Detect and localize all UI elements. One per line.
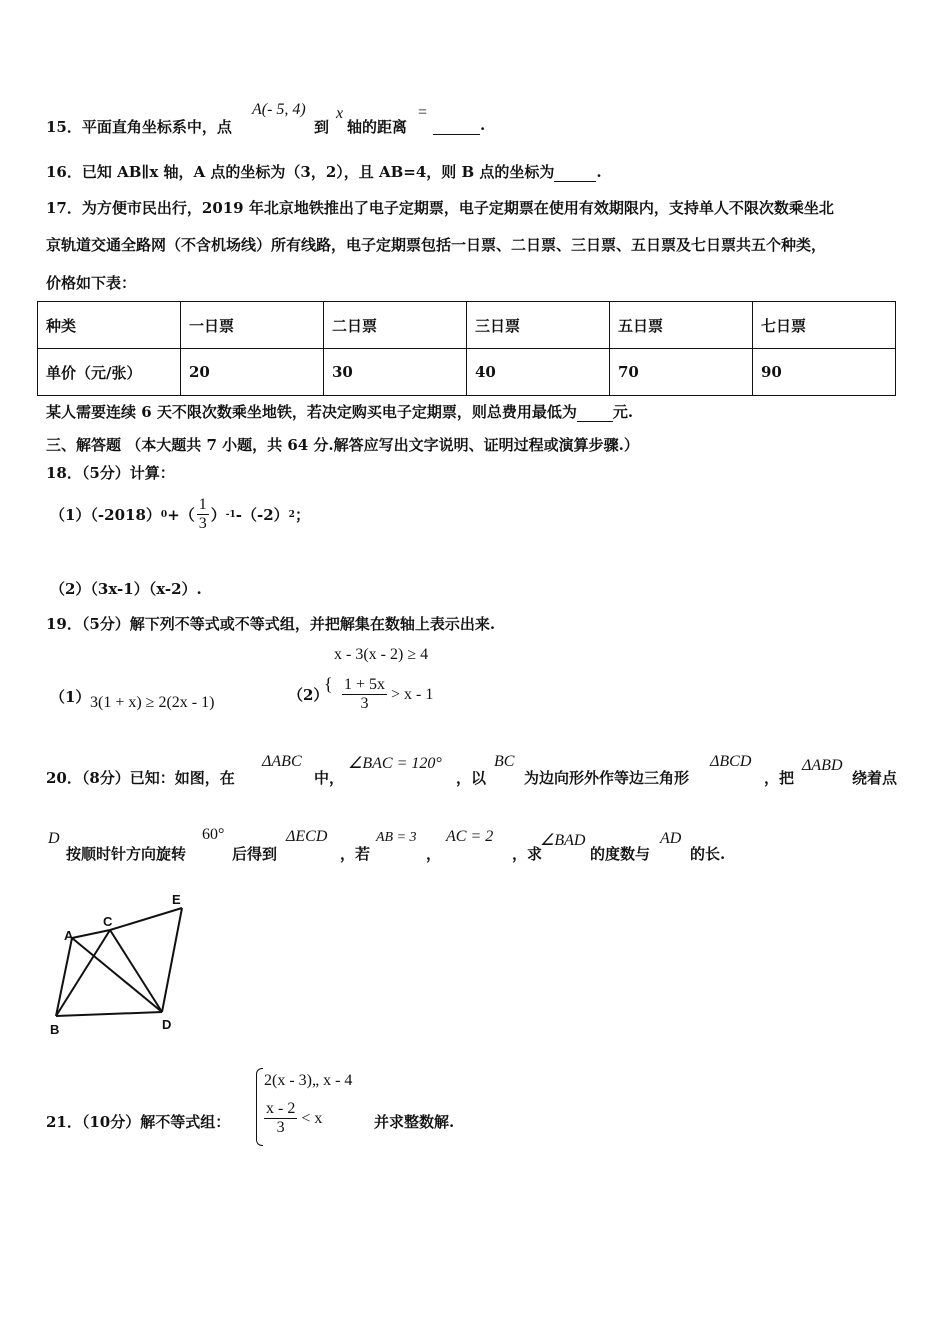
- q18-part1: [50, 496, 310, 533]
- q15-period: .: [480, 116, 486, 134]
- table-cell: 单价（元/张）: [38, 349, 181, 396]
- q20-title: 20．（8分）已知：如图，在: [46, 769, 235, 787]
- table-cell: 70: [610, 349, 753, 396]
- q18-part2: （2）（3x-1）（x-2）.: [50, 580, 202, 598]
- q21-tail: 并求整数解.: [374, 1113, 455, 1131]
- q17-after-unit: 元.: [612, 403, 634, 421]
- q20-ac-value: AC = 2: [446, 828, 494, 845]
- q21-system-rhs: < x: [301, 1109, 323, 1127]
- q20-t1: 中，: [314, 769, 345, 787]
- q19-system-line-1: x - 3(x - 2) ≥ 4: [334, 646, 429, 663]
- q16-number: 16．: [46, 163, 82, 181]
- q18-fraction: [197, 496, 209, 533]
- q20-t5: 绕着点: [852, 769, 898, 787]
- q20-triangle-ecd: ΔECD: [286, 828, 328, 845]
- q20-t11: 的度数与: [590, 845, 651, 863]
- q20-t4: ，把: [764, 769, 795, 787]
- q21-brace: [256, 1068, 263, 1146]
- table-cell: 二日票: [324, 302, 467, 349]
- q17-text-1: 为方便市民出行，2019 年北京地铁推出了电子定期票，电子定期票在使用有效期限内，支持单人不限次数乘坐北: [81, 199, 834, 217]
- fraction-numerator: 1 + 5x: [344, 676, 386, 693]
- q16-line: [46, 161, 602, 182]
- fraction-numerator: 1: [198, 496, 207, 513]
- q20-t9: ，: [426, 845, 442, 863]
- q18-title: 18．（5分）计算：: [46, 464, 175, 482]
- q20-point-d: D: [48, 830, 60, 847]
- segment-ce: [110, 908, 182, 930]
- label-a: A: [64, 928, 74, 943]
- q16-text: 已知 AB∥x 轴，A 点的坐标为（3，2），且 AB=4，则 B 点的坐标为: [81, 163, 555, 181]
- q20-t7: 后得到: [232, 845, 278, 863]
- q19-system-rhs: > x - 1: [391, 685, 434, 703]
- q18-exp-2: 2: [288, 509, 295, 520]
- q18-p1-e: ；: [294, 506, 310, 524]
- label-d: D: [162, 1017, 172, 1032]
- fraction-numerator: x - 2: [266, 1100, 296, 1117]
- q19-label-2: （2）: [288, 686, 329, 704]
- q15-axis: x: [336, 105, 344, 122]
- q20-geometry-figure: [40, 888, 200, 1040]
- q17-after-line: [46, 401, 633, 422]
- q18-exp-neg1: -1: [225, 509, 236, 520]
- q19-brace: {: [324, 674, 333, 694]
- q18-p1-a: （1）（-2018）: [50, 506, 161, 524]
- q20-bc: BC: [494, 753, 515, 770]
- section-3-heading: 三、解答题 （本大题共 7 小题，共 64 分.解答应写出文字说明、证明过程或演算步骤.）: [46, 436, 639, 454]
- table-cell: 五日票: [610, 302, 753, 349]
- q20-triangle-abd: ΔABD: [802, 757, 843, 774]
- q18-exp-0: 0: [160, 509, 168, 520]
- q17-after-text: 某人需要连续 6 天不限次数乘坐地铁，若决定购买电子定期票，则总费用最低为: [46, 403, 577, 421]
- table-header-row: [38, 302, 896, 349]
- table-cell: 40: [467, 349, 610, 396]
- segment-bd: [56, 1012, 162, 1016]
- q15-point-formula: A(- 5, 4): [252, 101, 306, 118]
- q20-angle-bad: ∠BAD: [540, 832, 586, 849]
- fraction-denominator: 3: [342, 694, 387, 713]
- table-cell: 90: [753, 349, 896, 396]
- label-e: E: [172, 892, 181, 907]
- q21-system-line-2: [264, 1100, 322, 1137]
- q15-text-a: 平面直角坐标系中，点: [81, 118, 232, 136]
- q19-inequality-1: 3(1 + x) ≥ 2(2x - 1): [90, 694, 215, 711]
- q20-angle-bac: ∠BAC = 120°: [348, 755, 442, 772]
- q17-blank[interactable]: [577, 403, 613, 422]
- table-cell: 种类: [38, 302, 181, 349]
- q15-answer-line: [433, 116, 485, 135]
- q15-text-c: 轴的距离: [347, 118, 408, 136]
- q15-line: [46, 116, 232, 137]
- segment-cd: [110, 930, 162, 1012]
- table-cell: 20: [181, 349, 324, 396]
- q15-number: 15．: [46, 118, 82, 136]
- q19-system-line-2: [342, 676, 433, 713]
- segment-ad: [72, 938, 162, 1012]
- q20-triangle-bcd: ΔBCD: [710, 753, 752, 770]
- segment-ed: [162, 908, 182, 1012]
- q19-label-1: （1）: [50, 688, 91, 706]
- q18-p1-d: -（-2）: [235, 506, 289, 524]
- q20-ad: AD: [660, 830, 682, 847]
- q20-t12: 的长.: [690, 845, 726, 863]
- q21-fraction: [264, 1100, 297, 1137]
- q15-text-b: 到: [314, 118, 330, 136]
- q20-t10: ，求: [512, 845, 543, 863]
- q19-fraction: [342, 676, 387, 713]
- q16-blank[interactable]: [554, 163, 596, 182]
- fraction-denominator: 3: [264, 1118, 297, 1137]
- q19-title: 19．（5分）解下列不等式或不等式组，并把解集在数轴上表示出来.: [46, 615, 496, 633]
- q20-t2: ，以: [456, 769, 487, 787]
- q20-ab-value: AB = 3: [376, 830, 417, 845]
- q15-blank[interactable]: [433, 116, 480, 135]
- q17-line1: [46, 197, 834, 218]
- q17-number: 17．: [46, 199, 82, 217]
- q15-equals: =: [418, 104, 428, 121]
- ticket-price-table: [37, 301, 896, 396]
- q21-system-line-1: 2(x - 3)„ x - 4: [264, 1072, 353, 1089]
- segment-ac: [72, 930, 110, 938]
- q16-period: .: [596, 163, 602, 181]
- q20-triangle-abc: ΔABC: [262, 753, 302, 770]
- q17-line3: 价格如下表：: [46, 274, 137, 292]
- q20-t3: 为边向形外作等边三角形: [524, 769, 690, 787]
- label-c: C: [103, 914, 113, 929]
- q21-title: 21．（10分）解不等式组：: [46, 1113, 231, 1131]
- table-cell: 30: [324, 349, 467, 396]
- q18-p1-c: ）: [210, 506, 226, 524]
- q20-t8: ，若: [340, 845, 371, 863]
- table-cell: 三日票: [467, 302, 610, 349]
- q17-line2: 京轨道交通全路网（不含机场线）所有线路，电子定期票包括一日票、二日票、三日票、五日票及七日票共五个种类，: [46, 236, 827, 254]
- q18-p1-b: +（: [167, 506, 195, 524]
- q20-t6: 按顺时针方向旋转: [66, 845, 187, 863]
- fraction-denominator: 3: [198, 515, 207, 532]
- table-cell: 一日票: [181, 302, 324, 349]
- table-cell: 七日票: [753, 302, 896, 349]
- label-b: B: [50, 1022, 60, 1037]
- table-row: [38, 349, 896, 396]
- q20-rotation-degree: 60°: [202, 826, 225, 843]
